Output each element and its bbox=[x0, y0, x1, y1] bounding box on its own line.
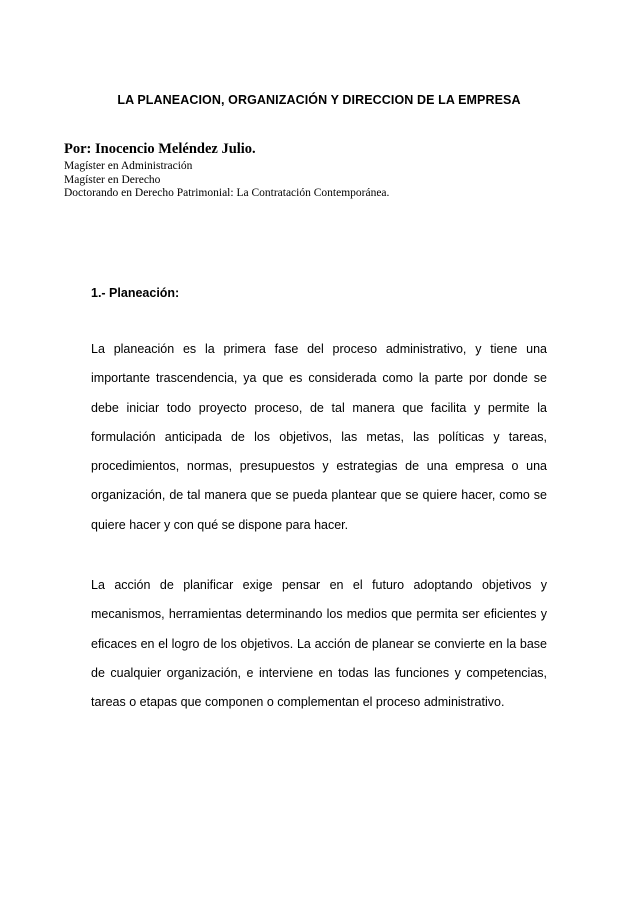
body-paragraph: La planeación es la primera fase del proceso administrativo, y tiene una importante trascendencia, ya que es considerada como la parte por donde se debe iniciar todo proyecto proceso, de tal manera que facilita y permite la formulación anticipada de los objetivos, las metas, las políticas y tareas, procedimientos, normas, presupuestos y estrategias de una empresa o una organización, de tal manera que se pueda plantear que se quiere hacer, como se quiere hacer y con qué se dispone para hacer. bbox=[91, 342, 547, 532]
author-credential: Magíster en Administración bbox=[64, 160, 193, 172]
section-heading: 1.- Planeación: bbox=[91, 286, 180, 300]
body-paragraph: La acción de planificar exige pensar en el futuro adoptando objetivos y mecanismos, herramientas determinando los medios que permita ser eficientes y eficaces en el logro de los objetivos. La acción de planear se convierte en la base de cualquier organización, e interviene en todas las funciones y competencias, tareas o etapas que componen o complementan el proceso administrativo. bbox=[91, 578, 547, 710]
author-credential: Doctorando en Derecho Patrimonial: La Contratación Contemporánea. bbox=[64, 187, 390, 199]
author-name: Por: Inocencio Meléndez Julio. bbox=[64, 141, 256, 157]
document-title: LA PLANEACION, ORGANIZACIÓN Y DIRECCION DE LA EMPRESA bbox=[117, 93, 521, 107]
author-block bbox=[64, 140, 584, 201]
author-credential: Magíster en Derecho bbox=[64, 173, 161, 186]
